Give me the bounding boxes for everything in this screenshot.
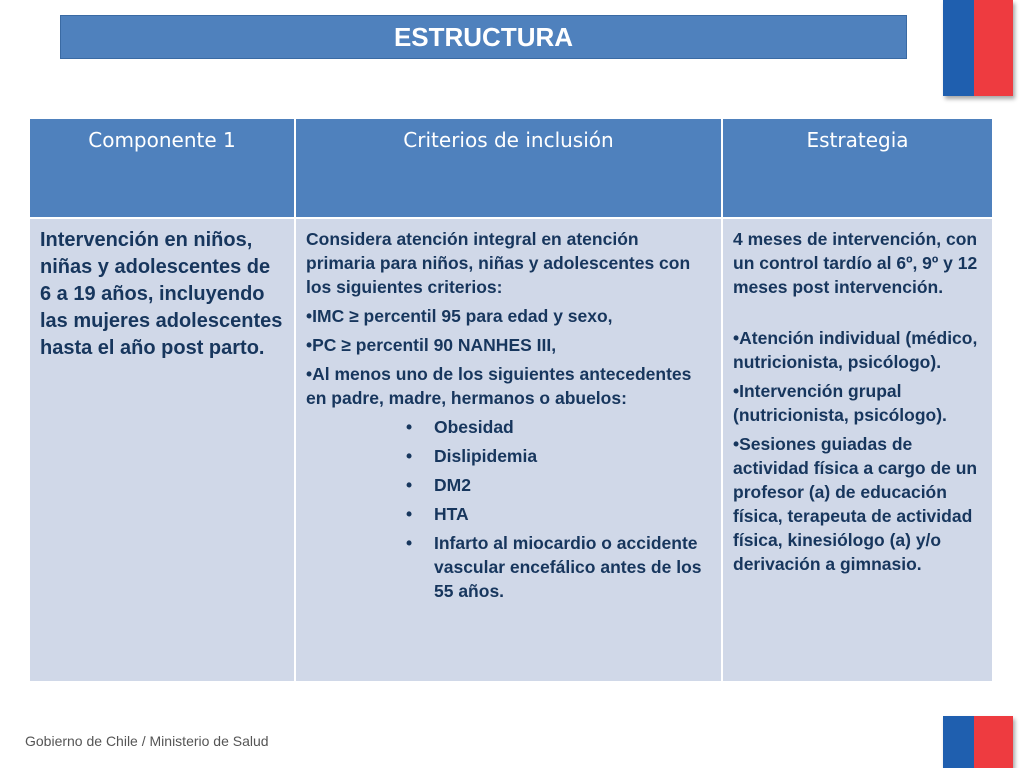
list-item: • DM2	[406, 473, 711, 497]
structure-table	[28, 117, 994, 683]
list-item: • Obesidad	[406, 415, 711, 439]
cell-estrategia	[722, 218, 993, 682]
estrategia-duracion: 4 meses de intervención, con un control tardío al 6º, 9º y 12 meses post intervención.	[733, 229, 978, 297]
slide-title: ESTRUCTURA	[60, 15, 907, 59]
componente-text: Intervención en niños, niñas y adolescentes de 6 a 19 años, incluyendo las mujeres adolescentes hasta el año post parto.	[40, 229, 283, 359]
table-header-row	[29, 118, 993, 218]
header-componente: Componente 1	[29, 118, 295, 218]
cell-criterios	[295, 218, 722, 682]
flag-blue-stripe	[943, 716, 974, 768]
cell-componente	[29, 218, 295, 682]
criterio-antecedentes: •Al menos uno de los siguientes antecedentes en padre, madre, hermanos o abuelos:	[306, 364, 692, 408]
flag-blue-stripe	[943, 0, 974, 96]
criterio-pc: •PC ≥ percentil 90 NANHES III,	[306, 335, 557, 355]
header-estrategia: Estrategia	[722, 118, 993, 218]
antecedentes-list	[306, 415, 711, 603]
list-item: • HTA	[406, 502, 711, 526]
list-item: • Infarto al miocardio o accidente vascular encefálico antes de los 55 años.	[406, 531, 711, 603]
chile-flag-logo-bottom	[943, 716, 1013, 768]
footer-text: Gobierno de Chile / Ministerio de Salud	[25, 733, 269, 749]
flag-red-stripe	[974, 0, 1013, 96]
estrategia-grupal: •Intervención grupal (nutricionista, psicólogo).	[733, 381, 947, 425]
estrategia-individual: •Atención individual (médico, nutricionista, psicólogo).	[733, 328, 978, 372]
list-item: • Dislipidemia	[406, 444, 711, 468]
chile-flag-logo-top	[943, 0, 1013, 96]
estrategia-sesiones: •Sesiones guiadas de actividad física a cargo de un profesor (a) de educación física, terapeuta de actividad física, kinesiólogo (a) y/o derivación a gimnasio.	[733, 434, 978, 574]
header-criterios: Criterios de inclusión	[295, 118, 722, 218]
criterios-intro: Considera atención integral en atención primaria para niños, niñas y adolescentes con los siguientes criterios:	[306, 229, 691, 297]
criterio-imc: •IMC ≥ percentil 95 para edad y sexo,	[306, 306, 613, 326]
flag-red-stripe	[974, 716, 1013, 768]
table-row	[29, 218, 993, 682]
